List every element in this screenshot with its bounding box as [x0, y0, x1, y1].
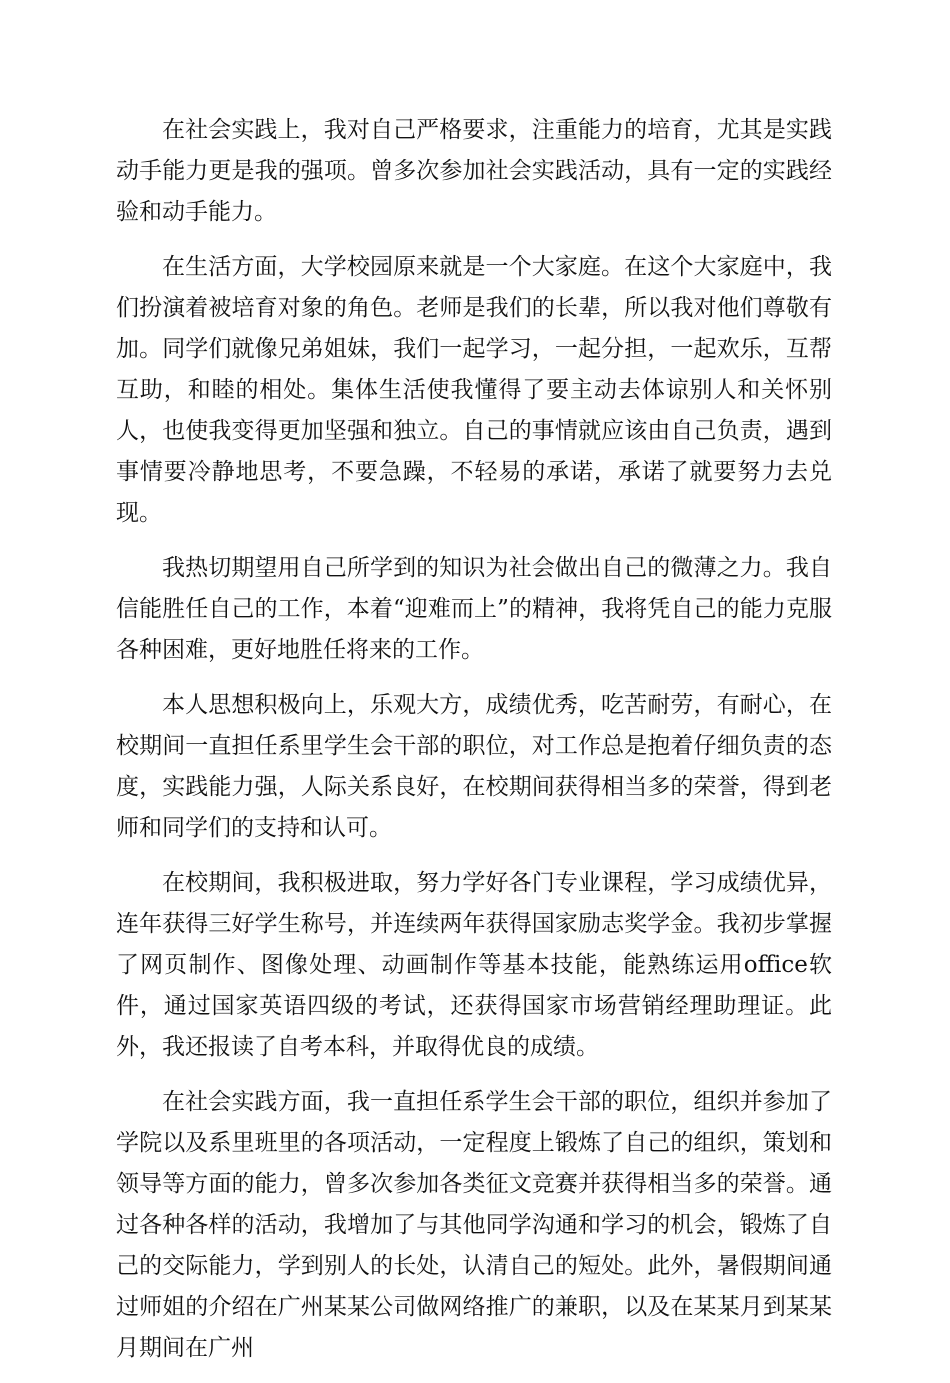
document-body [116, 110, 832, 1383]
paragraph-social-practice: 在社会实践上，我对自己严格要求，注重能力的培育，尤其是实践动手能力更是我的强项。曾多次参加社会实践活动，具有一定的实践经验和动手能力。 [116, 117, 832, 225]
paragraph-aspiration: 我热切期望用自己所学到的知识为社会做出自己的微薄之力。我自信能胜任自己的工作，本着“迎难而上”的精神，我将凭自己的能力克服各种困难，更好地胜任将来的工作。 [116, 555, 832, 663]
paragraph-student-union: 在社会实践方面，我一直担任系学生会干部的职位，组织并参加了学院以及系里班里的各项活动，一定程度上锻炼了自己的组织，策划和领导等方面的能力，曾多次参加各类征文竞赛并获得相当多的荣誉。通过各种各样的活动，我增加了与其他同学沟通和学习的机会，锻炼了自己的交际能力，学到别人的长处，认清自己的短处。此外，暑假期间通过师姐的介绍在广州某某公司做网络推广的兼职，以及在某某月到某某月期间在广州 [116, 1089, 832, 1361]
paragraph-academics: 在校期间，我积极进取，努力学好各门专业课程，学习成绩优异，连年获得三好学生称号，并连续两年获得国家励志奖学金。我初步掌握了网页制作、图像处理、动画制作等基本技能，能熟练运用office软件，通过国家英语四级的考试，还获得国家市场营销经理助理证。此外，我还报读了自考本科，并取得优良的成绩。 [116, 870, 832, 1060]
paragraph-self-evaluation: 本人思想积极向上，乐观大方，成绩优秀，吃苦耐劳，有耐心，在校期间一直担任系里学生会干部的职位，对工作总是抱着仔细负责的态度，实践能力强，人际关系良好，在校期间获得相当多的荣誉，得到老师和同学们的支持和认可。 [116, 692, 832, 841]
paragraph-campus-life: 在生活方面，大学校园原来就是一个大家庭。在这个大家庭中，我们扮演着被培育对象的角色。老师是我们的长辈，所以我对他们尊敬有加。同学们就像兄弟姐妹，我们一起学习，一起分担，一起欢乐，互帮互助，和睦的相处。集体生活使我懂得了要主动去体谅别人和关怀别人，也使我变得更加坚强和独立。自己的事情就应该由自己负责，遇到事情要冷静地思考，不要急躁，不轻易的承诺，承诺了就要努力去兑现。 [116, 254, 832, 526]
